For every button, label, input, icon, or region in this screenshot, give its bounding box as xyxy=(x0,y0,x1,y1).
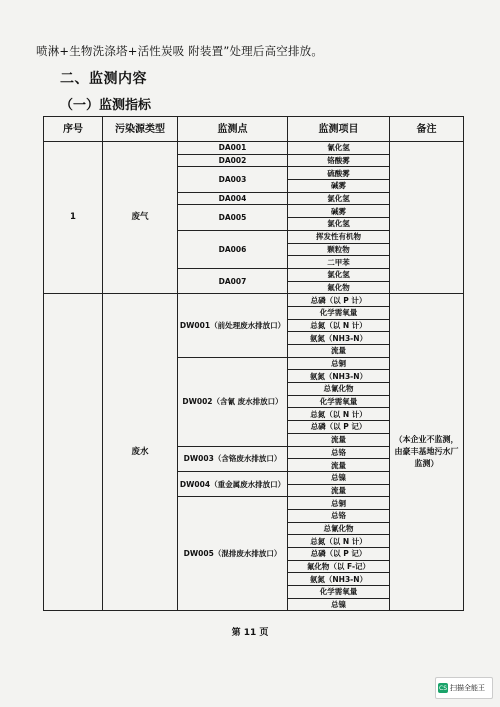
monitor-item: 总铜 xyxy=(288,497,390,510)
cs-logo-icon: CS xyxy=(439,684,447,692)
monitor-item: 氨氮（NH3-N） xyxy=(288,573,390,586)
page-footer: 第 11 页 xyxy=(231,628,269,638)
table-row xyxy=(44,294,464,307)
monitor-item: 总氮（以 N 计） xyxy=(288,408,390,421)
monitor-item: 总铜 xyxy=(288,357,390,370)
monitor-item: 总镍 xyxy=(288,598,390,611)
monitor-item: 化学需氧量 xyxy=(288,306,390,319)
monitor-item: 总氰化物 xyxy=(288,522,390,535)
monitor-item: 碱雾 xyxy=(288,205,390,218)
note-cell: （本企业不监测，由豪丰基地污水厂监测） xyxy=(390,294,464,611)
badge-label: 扫描全能王 xyxy=(450,684,485,692)
monitor-item: 二甲苯 xyxy=(288,256,390,269)
table-row xyxy=(44,142,464,155)
monitor-item: 流量 xyxy=(288,433,390,446)
header-item: 监测项目 xyxy=(288,117,390,142)
monitor-item: 碱雾 xyxy=(288,180,390,193)
monitor-point: DW004（重金属废水排放口） xyxy=(178,471,288,496)
monitor-point: DA004 xyxy=(178,192,288,205)
monitor-item: 流量 xyxy=(288,459,390,472)
monitor-item: 总氰化物 xyxy=(288,383,390,396)
table-header-row xyxy=(44,117,464,142)
monitor-item: 氯化氢 xyxy=(288,192,390,205)
monitoring-table xyxy=(43,116,464,611)
scanner-badge xyxy=(435,677,493,699)
monitor-point: DW002（含氰 废水排放口） xyxy=(178,357,288,446)
row-no: 1 xyxy=(44,142,103,294)
header-point: 监测点 xyxy=(178,117,288,142)
intro-line: 喷淋+生物洗涤塔+活性炭吸 附装置”处理后高空排放。 xyxy=(36,44,324,58)
monitor-item: 铬酸雾 xyxy=(288,154,390,167)
monitor-item: 流量 xyxy=(288,345,390,358)
row-no xyxy=(44,294,103,611)
monitor-item: 挥发性有机物 xyxy=(288,230,390,243)
monitor-point: DA007 xyxy=(178,268,288,293)
header-note: 备注 xyxy=(390,117,464,142)
monitor-item: 流量 xyxy=(288,484,390,497)
pollution-type: 废气 xyxy=(103,142,178,294)
header-no: 序号 xyxy=(44,117,103,142)
monitor-item: 氨氮（NH3-N） xyxy=(288,370,390,383)
monitor-point: DW003（含铬废水排放口） xyxy=(178,446,288,471)
monitor-item: 总磷（以 P 记） xyxy=(288,421,390,434)
monitor-item: 硫酸雾 xyxy=(288,167,390,180)
monitor-point: DA001 xyxy=(178,142,288,155)
monitor-item: 氯化氢 xyxy=(288,268,390,281)
monitor-point: DA003 xyxy=(178,167,288,192)
monitor-item: 总氮（以 N 计） xyxy=(288,535,390,548)
header-type: 污染源类型 xyxy=(103,117,178,142)
subsection-title: （一）监测指标 xyxy=(60,98,152,113)
monitor-point: DA006 xyxy=(178,230,288,268)
monitor-point: DW005（混排废水排放口） xyxy=(178,497,288,611)
monitor-item: 总磷（以 P 计） xyxy=(288,294,390,307)
monitor-item: 化学需氧量 xyxy=(288,586,390,599)
monitor-point: DA005 xyxy=(178,205,288,230)
monitor-item: 氟化物（以 F-记） xyxy=(288,560,390,573)
monitor-point: DW001（前处理废水排放口） xyxy=(178,294,288,357)
pollution-type: 废水 xyxy=(103,294,178,611)
monitor-item: 颗粒物 xyxy=(288,243,390,256)
monitor-item: 氯化氢 xyxy=(288,218,390,231)
monitor-item: 氰化氢 xyxy=(288,142,390,155)
monitor-item: 总磷（以 P 记） xyxy=(288,548,390,561)
monitor-item: 化学需氧量 xyxy=(288,395,390,408)
note-cell xyxy=(390,142,464,294)
monitor-item: 总镍 xyxy=(288,471,390,484)
monitor-item: 总铬 xyxy=(288,446,390,459)
monitor-item: 总铬 xyxy=(288,509,390,522)
section-title: 二、监测内容 xyxy=(60,71,147,87)
monitor-item: 总氮（以 N 计） xyxy=(288,319,390,332)
monitor-point: DA002 xyxy=(178,154,288,167)
monitor-item: 氨氮（NH3-N） xyxy=(288,332,390,345)
monitor-item: 氟化物 xyxy=(288,281,390,294)
